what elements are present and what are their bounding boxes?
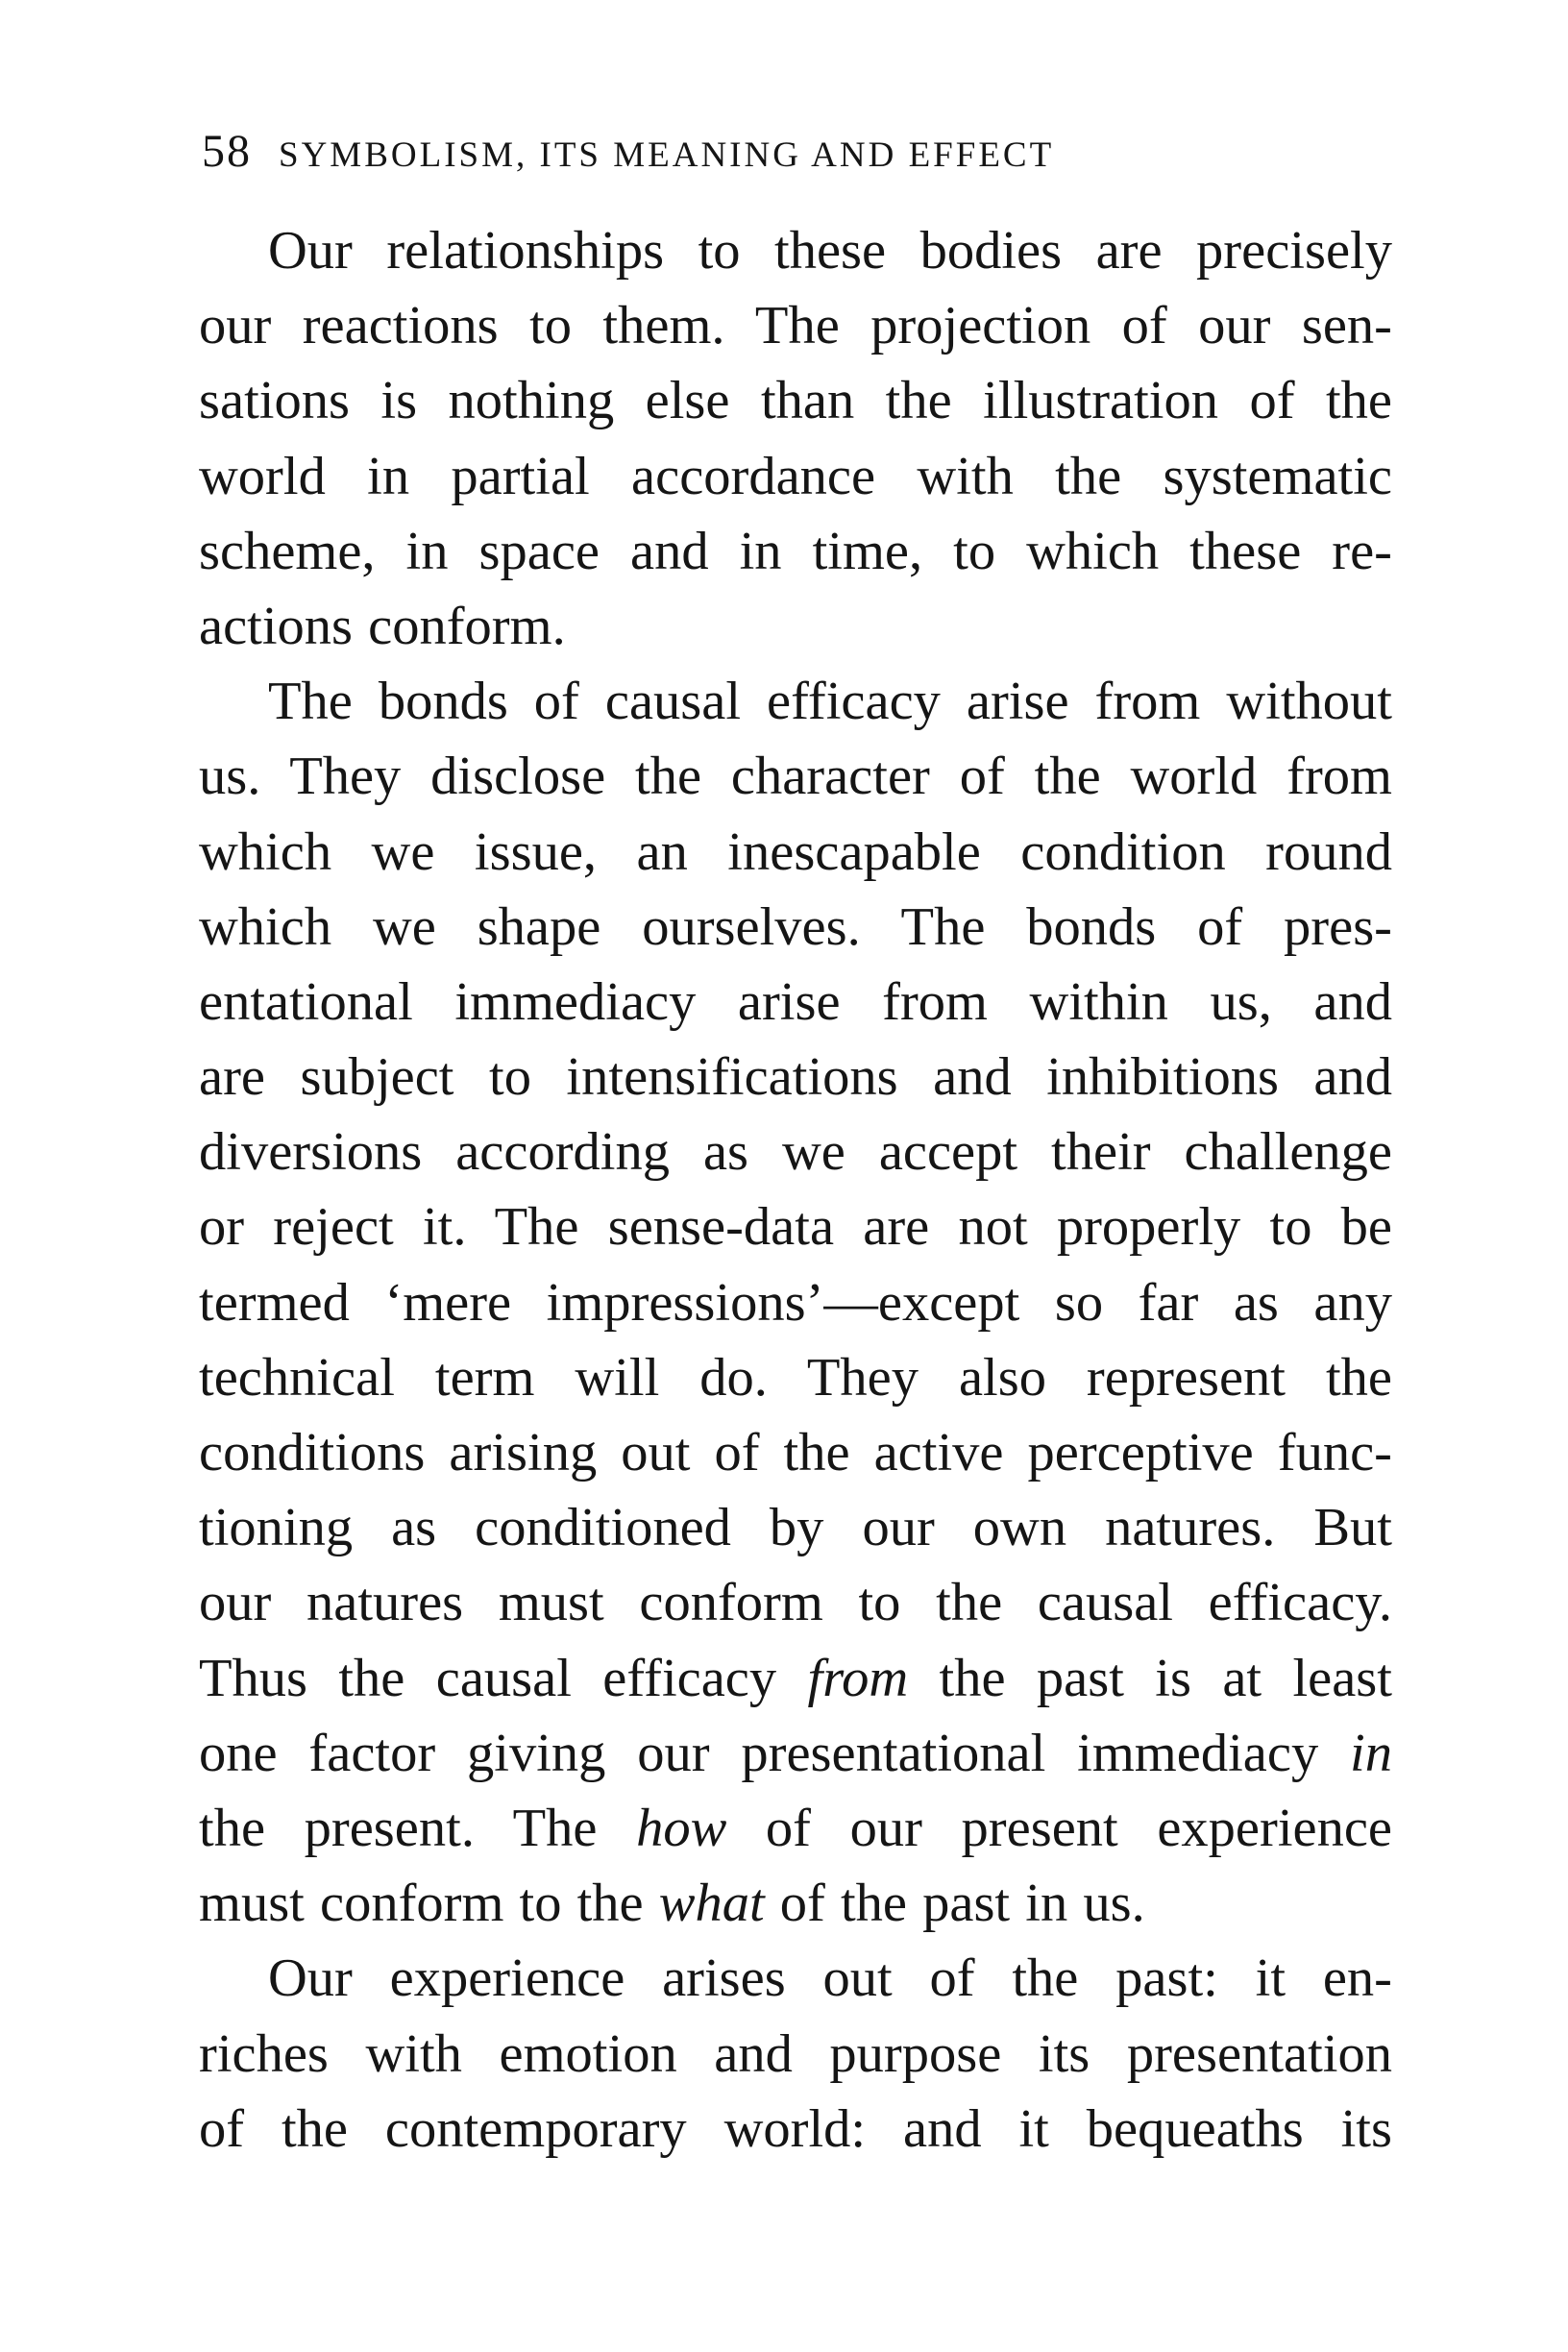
text-line-with-italic — [199, 1866, 1392, 1941]
text-line: sations is nothing else than the illustration of the — [199, 371, 1392, 431]
text-segment: one factor giving our presentational immediacy — [199, 1723, 1351, 1783]
running-title: SYMBOLISM, ITS MEANING AND EFFECT — [279, 135, 1055, 175]
paragraph — [199, 664, 1392, 1941]
text-segment: Thus the causal efficacy — [199, 1648, 808, 1708]
body-text — [199, 213, 1392, 2167]
text-line: actions conform. — [199, 596, 566, 656]
text-line-with-italic — [199, 1791, 1392, 1866]
text-line: us. They disclose the character of the world from — [199, 747, 1392, 807]
text-line: which we issue, an inescapable condition round — [199, 821, 1392, 882]
text-line: diversions according as we accept their challenge — [199, 1122, 1392, 1183]
running-head — [202, 125, 1393, 183]
paragraph — [199, 213, 1392, 664]
text-line: our natures must conform to the causal efficacy. — [199, 1573, 1392, 1633]
text-line: Our relationships to these bodies are precisely — [268, 221, 1392, 281]
text-line: conditions arising out of the active perceptive func- — [199, 1423, 1392, 1482]
text-line: tioning as conditioned by our own natures. But — [199, 1498, 1392, 1558]
text-line: our reactions to them. The projection of our sen- — [199, 296, 1392, 356]
text-line: world in partial accordance with the systematic — [199, 446, 1392, 506]
text-segment: the past is at least — [908, 1648, 1392, 1708]
italic-word: in — [1350, 1723, 1392, 1783]
text-line: riches with emotion and purpose its presentation — [199, 2023, 1392, 2084]
text-line: scheme, in space and in time, to which these re- — [199, 521, 1392, 581]
text-line: or reject it. The sense-data are not properly to be — [199, 1197, 1392, 1258]
paragraph — [199, 1941, 1392, 2167]
italic-word: how — [636, 1798, 727, 1858]
text-line: Our experience arises out of the past: it en- — [268, 1948, 1392, 2009]
italic-word: what — [658, 1874, 765, 1934]
text-segment: of our present experience — [726, 1798, 1393, 1858]
text-line: which we shape ourselves. The bonds of pres- — [199, 896, 1392, 957]
text-line: termed ‘mere impressions’—except so far as any — [199, 1272, 1392, 1333]
text-segment: the present. The — [199, 1798, 637, 1858]
text-line-with-italic — [199, 1641, 1392, 1716]
text-line: are subject to intensifications and inhibitions and — [199, 1047, 1392, 1108]
text-line: technical term will do. They also represent the — [199, 1347, 1392, 1408]
text-segment: of the past in us. — [764, 1874, 1145, 1934]
text-line: entational immediacy arise from within us, and — [199, 971, 1392, 1032]
text-line: The bonds of causal efficacy arise from without — [268, 672, 1392, 732]
text-segment: must conform to the — [199, 1874, 659, 1934]
page-number: 58 — [202, 126, 252, 177]
text-line-with-italic — [199, 1716, 1392, 1791]
italic-word: from — [807, 1648, 909, 1708]
text-line: of the contemporary world: and it bequeaths its — [199, 2098, 1392, 2159]
